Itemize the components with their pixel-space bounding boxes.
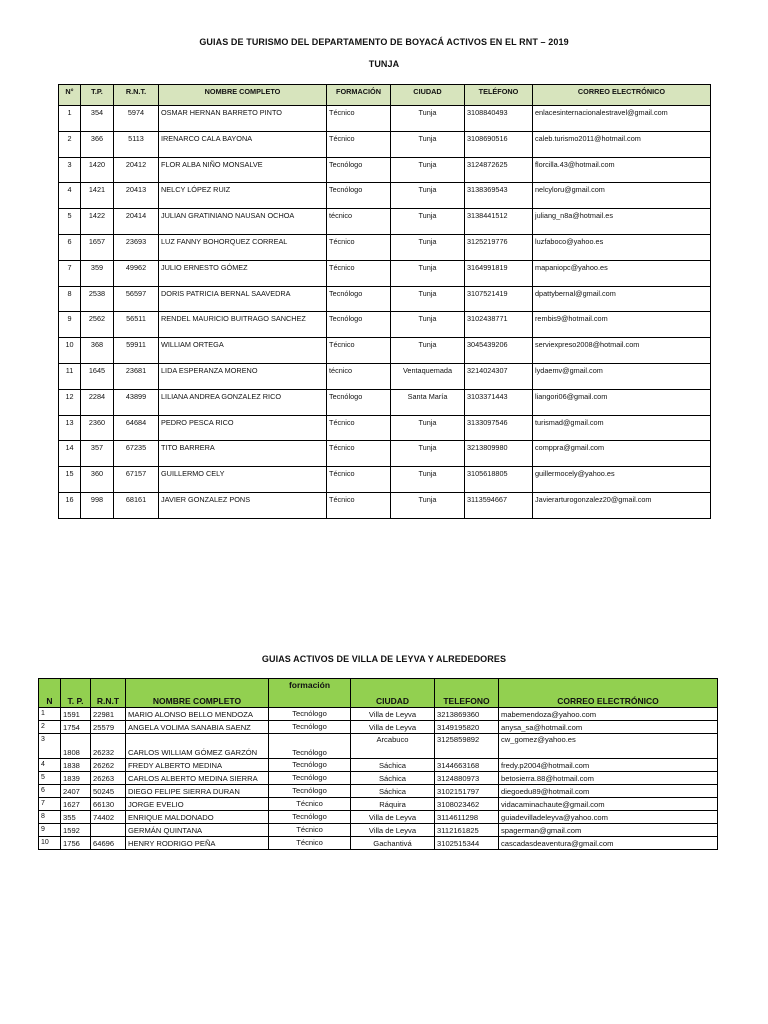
- cell-email: anysa_sa@hotmail.com: [499, 721, 718, 734]
- cell-phone: 3138441512: [465, 209, 533, 235]
- cell-name: CARLOS WILLIAM GÓMEZ GARZÓN: [126, 734, 269, 759]
- cell-tp: 1422: [81, 209, 114, 235]
- cell-city: Villa de Leyva: [351, 721, 435, 734]
- cell-training: Técnico: [269, 824, 351, 837]
- cell-training: Técnico: [327, 492, 391, 518]
- table-row: [39, 824, 718, 837]
- document-title: GUIAS DE TURISMO DEL DEPARTAMENTO DE BOYACÁ ACTIVOS EN EL RNT – 2019: [199, 37, 569, 47]
- table-row: [59, 312, 711, 338]
- cell-tp: 2407: [61, 785, 91, 798]
- cell-n: 15: [59, 467, 81, 493]
- cell-rnt: 68161: [114, 492, 159, 518]
- cell-name: WILLIAM ORTEGA: [159, 338, 327, 364]
- cell-name: TITO BARRERA: [159, 441, 327, 467]
- cell-phone: 3112161825: [435, 824, 499, 837]
- cell-rnt: 43899: [114, 389, 159, 415]
- table-row: [39, 772, 718, 785]
- cell-city: Tunja: [391, 157, 465, 183]
- cell-tp: 1754: [61, 721, 91, 734]
- cell-n: 12: [59, 389, 81, 415]
- cell-n: 13: [59, 415, 81, 441]
- cell-rnt: 66130: [91, 798, 126, 811]
- cell-training: Tecnólogo: [269, 772, 351, 785]
- cell-name: CARLOS ALBERTO MEDINA SIERRA: [126, 772, 269, 785]
- cell-name: PEDRO PESCA RICO: [159, 415, 327, 441]
- cell-rnt: 5113: [114, 131, 159, 157]
- cell-email: vidacaminachaute@gmail.com: [499, 798, 718, 811]
- cell-email: betosierra.88@hotmail.com: [499, 772, 718, 785]
- table-row: [39, 811, 718, 824]
- header-phone: TELÉFONO: [465, 85, 533, 106]
- cell-city: Santa María: [391, 389, 465, 415]
- cell-name: FLOR ALBA NIÑO MONSALVE: [159, 157, 327, 183]
- header-rnt: R.N.T.: [114, 85, 159, 106]
- table-row: [59, 286, 711, 312]
- table-row: [59, 209, 711, 235]
- cell-training: Tecnólogo: [327, 389, 391, 415]
- cell-tp: 2538: [81, 286, 114, 312]
- cell-email: dpattybernal@gmail.com: [533, 286, 711, 312]
- cell-rnt: 59911: [114, 338, 159, 364]
- cell-name: OSMAR HERNAN BARRETO PINTO: [159, 106, 327, 132]
- cell-city: Sáchica: [351, 785, 435, 798]
- cell-phone: 3124880973: [435, 772, 499, 785]
- cell-training: Técnico: [327, 234, 391, 260]
- cell-rnt: 26232: [91, 734, 126, 759]
- cell-n: 1: [39, 708, 61, 721]
- cell-n: 4: [39, 759, 61, 772]
- cell-training: Tecnólogo: [327, 183, 391, 209]
- cell-tp: 1592: [61, 824, 91, 837]
- cell-training: técnico: [327, 363, 391, 389]
- cell-phone: 3113594667: [465, 492, 533, 518]
- cell-email: cascadasdeaventura@gmail.com: [499, 837, 718, 850]
- cell-tp: 998: [81, 492, 114, 518]
- cell-name: HENRY RODRIGO PEÑA: [126, 837, 269, 850]
- table-row: [59, 492, 711, 518]
- cell-n: 8: [39, 811, 61, 824]
- cell-training: Técnico: [327, 260, 391, 286]
- cell-name: LIDA ESPERANZA MORENO: [159, 363, 327, 389]
- cell-training: Tecnólogo: [269, 708, 351, 721]
- cell-phone: 3108840493: [465, 106, 533, 132]
- cell-name: LILIANA ANDREA GONZALEZ RICO: [159, 389, 327, 415]
- cell-rnt: 56511: [114, 312, 159, 338]
- cell-email: guillermocely@yahoo.es: [533, 467, 711, 493]
- cell-n: 4: [59, 183, 81, 209]
- cell-n: 5: [59, 209, 81, 235]
- guides-table-tunja: [58, 84, 711, 519]
- header-n: N°: [59, 85, 81, 106]
- table-row: [39, 798, 718, 811]
- table-row: [59, 106, 711, 132]
- header-city: CIUDAD: [351, 679, 435, 708]
- cell-tp: 357: [81, 441, 114, 467]
- table-row: [59, 389, 711, 415]
- header-training: FORMACIÓN: [327, 85, 391, 106]
- cell-name: RENDEL MAURICIO BUITRAGO SANCHEZ: [159, 312, 327, 338]
- cell-n: 5: [39, 772, 61, 785]
- cell-rnt: [91, 824, 126, 837]
- cell-phone: 3213809980: [465, 441, 533, 467]
- table-row: [59, 157, 711, 183]
- table-header-row: [59, 85, 711, 106]
- cell-training: Tecnólogo: [269, 811, 351, 824]
- table-row: [59, 467, 711, 493]
- cell-n: 7: [39, 798, 61, 811]
- cell-city: Tunja: [391, 106, 465, 132]
- header-tp: T. P.: [61, 679, 91, 708]
- cell-name: DIEGO FELIPE SIERRA DURAN: [126, 785, 269, 798]
- cell-email: juliang_n8a@hotmail.es: [533, 209, 711, 235]
- cell-phone: 3214024307: [465, 363, 533, 389]
- cell-rnt: 67157: [114, 467, 159, 493]
- cell-training: Tecnólogo: [327, 312, 391, 338]
- cell-email: cw_gomez@yahoo.es: [499, 734, 718, 759]
- cell-tp: 1657: [81, 234, 114, 260]
- cell-name: DORIS PATRICIA BERNAL SAAVEDRA: [159, 286, 327, 312]
- cell-email: rembis9@hotmail.com: [533, 312, 711, 338]
- cell-phone: 3144663168: [435, 759, 499, 772]
- cell-rnt: 64684: [114, 415, 159, 441]
- cell-rnt: 50245: [91, 785, 126, 798]
- guides-table-villa-de-leyva: [38, 678, 718, 850]
- cell-phone: 3133097546: [465, 415, 533, 441]
- cell-n: 2: [59, 131, 81, 157]
- table-row: [59, 441, 711, 467]
- header-training: formación: [269, 679, 351, 708]
- cell-name: GUILLERMO CELY: [159, 467, 327, 493]
- cell-training: Tecnólogo: [327, 286, 391, 312]
- cell-city: Ventaquemada: [391, 363, 465, 389]
- cell-training: técnico: [327, 209, 391, 235]
- cell-tp: 2562: [81, 312, 114, 338]
- cell-phone: 3102151797: [435, 785, 499, 798]
- cell-email: nelcyloru@gmail.com: [533, 183, 711, 209]
- cell-training: Tecnólogo: [269, 734, 351, 759]
- cell-tp: 360: [81, 467, 114, 493]
- cell-email: luzfaboco@yahoo.es: [533, 234, 711, 260]
- cell-tp: 1420: [81, 157, 114, 183]
- header-rnt: R.N.T: [91, 679, 126, 708]
- cell-tp: 1808: [61, 734, 91, 759]
- cell-phone: 3138369543: [465, 183, 533, 209]
- cell-email: mabemendoza@yahoo.com: [499, 708, 718, 721]
- cell-training: Técnico: [327, 131, 391, 157]
- cell-tp: 1627: [61, 798, 91, 811]
- cell-city: Tunja: [391, 467, 465, 493]
- cell-city: Tunja: [391, 183, 465, 209]
- cell-rnt: 26262: [91, 759, 126, 772]
- header-tp: T.P.: [81, 85, 114, 106]
- cell-city: Tunja: [391, 260, 465, 286]
- cell-city: Arcabuco: [351, 734, 435, 759]
- cell-tp: 366: [81, 131, 114, 157]
- cell-tp: 2284: [81, 389, 114, 415]
- cell-city: Villa de Leyva: [351, 708, 435, 721]
- table-header-row: [39, 679, 718, 708]
- table-row: [59, 338, 711, 364]
- cell-phone: 3124872625: [465, 157, 533, 183]
- cell-city: Sáchica: [351, 772, 435, 785]
- cell-city: Tunja: [391, 286, 465, 312]
- cell-email: mapaniopc@yahoo.es: [533, 260, 711, 286]
- cell-email: caleb.turismo2011@hotmail.com: [533, 131, 711, 157]
- cell-rnt: 20412: [114, 157, 159, 183]
- cell-city: Tunja: [391, 441, 465, 467]
- cell-tp: 1421: [81, 183, 114, 209]
- cell-training: Técnico: [327, 467, 391, 493]
- cell-rnt: 67235: [114, 441, 159, 467]
- table-row: [59, 131, 711, 157]
- cell-name: JULIO ERNESTO GÓMEZ: [159, 260, 327, 286]
- cell-n: 6: [59, 234, 81, 260]
- header-n: N: [39, 679, 61, 708]
- cell-tp: 1838: [61, 759, 91, 772]
- cell-phone: 3213869360: [435, 708, 499, 721]
- cell-n: 10: [59, 338, 81, 364]
- cell-n: 16: [59, 492, 81, 518]
- cell-rnt: 74402: [91, 811, 126, 824]
- table-row: [39, 721, 718, 734]
- cell-tp: 354: [81, 106, 114, 132]
- table-row: [59, 183, 711, 209]
- cell-email: lydaemv@gmail.com: [533, 363, 711, 389]
- cell-tp: 1591: [61, 708, 91, 721]
- header-phone: TELEFONO: [435, 679, 499, 708]
- header-email: CORREO ELECTRÓNICO: [499, 679, 718, 708]
- cell-rnt: 25579: [91, 721, 126, 734]
- cell-training: Técnico: [327, 106, 391, 132]
- cell-training: Tecnólogo: [269, 759, 351, 772]
- cell-n: 2: [39, 721, 61, 734]
- cell-n: 3: [59, 157, 81, 183]
- cell-email: guiadevilladeleyva@yahoo.com: [499, 811, 718, 824]
- cell-phone: 3108023462: [435, 798, 499, 811]
- cell-city: Tunja: [391, 209, 465, 235]
- header-email: CORREO ELECTRÓNICO: [533, 85, 711, 106]
- table-row: [59, 363, 711, 389]
- cell-training: Técnico: [327, 415, 391, 441]
- section-subtitle-tunja: TUNJA: [368, 59, 400, 69]
- cell-city: Tunja: [391, 234, 465, 260]
- cell-n: 10: [39, 837, 61, 850]
- cell-training: Tecnólogo: [269, 785, 351, 798]
- cell-city: Gachantivá: [351, 837, 435, 850]
- cell-email: enlacesinternacionalestravel@gmail.com: [533, 106, 711, 132]
- cell-phone: 3103371443: [465, 389, 533, 415]
- cell-name: LUZ FANNY BOHORQUEZ CORREAL: [159, 234, 327, 260]
- cell-phone: 3125859892: [435, 734, 499, 759]
- table-row: [59, 234, 711, 260]
- cell-email: florcilla.43@hotmail.com: [533, 157, 711, 183]
- cell-city: Tunja: [391, 131, 465, 157]
- cell-phone: 3108690516: [465, 131, 533, 157]
- cell-tp: 1756: [61, 837, 91, 850]
- cell-rnt: 49962: [114, 260, 159, 286]
- cell-name: MARIO ALONSO BELLO MENDOZA: [126, 708, 269, 721]
- cell-phone: 3107521419: [465, 286, 533, 312]
- cell-n: 9: [39, 824, 61, 837]
- cell-email: liangori06@gmail.com: [533, 389, 711, 415]
- cell-email: spagerman@gmail.com: [499, 824, 718, 837]
- cell-city: Villa de Leyva: [351, 824, 435, 837]
- cell-city: Sáchica: [351, 759, 435, 772]
- cell-tp: 368: [81, 338, 114, 364]
- cell-n: 9: [59, 312, 81, 338]
- cell-rnt: 26263: [91, 772, 126, 785]
- table-row: [39, 785, 718, 798]
- cell-city: Villa de Leyva: [351, 811, 435, 824]
- cell-name: JAVIER GONZALEZ PONS: [159, 492, 327, 518]
- table-row: [39, 759, 718, 772]
- table-row: [39, 734, 718, 759]
- cell-phone: 3045439206: [465, 338, 533, 364]
- cell-name: GERMÁN QUINTANA: [126, 824, 269, 837]
- cell-n: 6: [39, 785, 61, 798]
- cell-email: diegoedu89@hotmail.com: [499, 785, 718, 798]
- cell-rnt: 20413: [114, 183, 159, 209]
- cell-email: Javierarturogonzalez20@gmail.com: [533, 492, 711, 518]
- header-city: CIUDAD: [391, 85, 465, 106]
- cell-city: Tunja: [391, 312, 465, 338]
- cell-n: 11: [59, 363, 81, 389]
- cell-n: 8: [59, 286, 81, 312]
- cell-city: Tunja: [391, 338, 465, 364]
- cell-tp: 355: [61, 811, 91, 824]
- cell-name: JORGE EVELIO: [126, 798, 269, 811]
- cell-phone: 3105618805: [465, 467, 533, 493]
- cell-rnt: 64696: [91, 837, 126, 850]
- cell-name: FREDY ALBERTO MEDINA: [126, 759, 269, 772]
- cell-name: ENRIQUE MALDONADO: [126, 811, 269, 824]
- cell-email: fredy.p2004@hotmail.com: [499, 759, 718, 772]
- cell-tp: 1645: [81, 363, 114, 389]
- cell-tp: 1839: [61, 772, 91, 785]
- cell-n: 14: [59, 441, 81, 467]
- cell-city: Tunja: [391, 492, 465, 518]
- cell-training: Técnico: [269, 837, 351, 850]
- table-row: [39, 708, 718, 721]
- cell-phone: 3114611298: [435, 811, 499, 824]
- cell-phone: 3125219776: [465, 234, 533, 260]
- header-name: NOMBRE COMPLETO: [159, 85, 327, 106]
- cell-rnt: 22981: [91, 708, 126, 721]
- cell-name: ANGELA VOLIMA SANABIA SAENZ: [126, 721, 269, 734]
- cell-name: NELCY LÓPEZ RUIZ: [159, 183, 327, 209]
- header-name: NOMBRE COMPLETO: [126, 679, 269, 708]
- cell-rnt: 56597: [114, 286, 159, 312]
- cell-n: 7: [59, 260, 81, 286]
- cell-training: Técnico: [269, 798, 351, 811]
- cell-training: Tecnólogo: [327, 157, 391, 183]
- cell-phone: 3102438771: [465, 312, 533, 338]
- cell-email: comppra@gmail.com: [533, 441, 711, 467]
- cell-phone: 3102515344: [435, 837, 499, 850]
- section-title-villa-de-leyva: GUIAS ACTIVOS DE VILLA DE LEYVA Y ALREDEDORES: [261, 654, 507, 664]
- cell-phone: 3149195820: [435, 721, 499, 734]
- cell-rnt: 20414: [114, 209, 159, 235]
- table-row: [39, 837, 718, 850]
- cell-n: 1: [59, 106, 81, 132]
- cell-rnt: 23693: [114, 234, 159, 260]
- cell-tp: 2360: [81, 415, 114, 441]
- cell-email: turismad@gmail.com: [533, 415, 711, 441]
- cell-training: Técnico: [327, 441, 391, 467]
- cell-name: IRENARCO CALA BAYONA: [159, 131, 327, 157]
- cell-email: serviexpreso2008@hotmail.com: [533, 338, 711, 364]
- cell-rnt: 5974: [114, 106, 159, 132]
- cell-phone: 3164991819: [465, 260, 533, 286]
- table-row: [59, 260, 711, 286]
- table-row: [59, 415, 711, 441]
- cell-name: JULIAN GRATINIANO NAUSAN OCHOA: [159, 209, 327, 235]
- cell-rnt: 23681: [114, 363, 159, 389]
- cell-training: Técnico: [327, 338, 391, 364]
- cell-n: 3: [39, 734, 61, 759]
- cell-training: Tecnólogo: [269, 721, 351, 734]
- cell-city: Tunja: [391, 415, 465, 441]
- cell-city: Ráquira: [351, 798, 435, 811]
- cell-tp: 359: [81, 260, 114, 286]
